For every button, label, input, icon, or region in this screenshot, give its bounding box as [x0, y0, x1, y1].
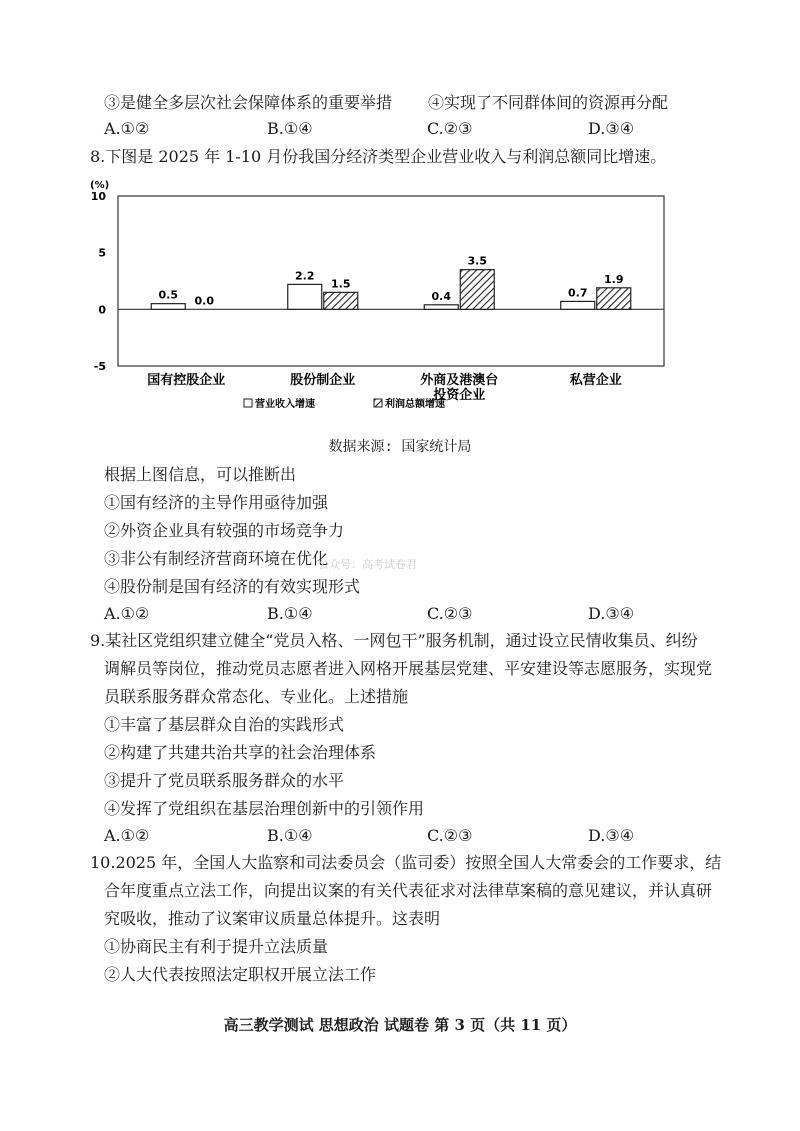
watermark: 公众号：高考试卷君: [318, 558, 417, 571]
revenue-bar: [151, 304, 185, 310]
q8-item-3: ③非公有制经济营商环境在优化: [104, 549, 329, 568]
revenue-bar: [424, 305, 458, 310]
q8-bar-chart: [84, 174, 684, 424]
y-tick-label: -5: [93, 360, 106, 373]
q10-item-2: ②人大代表按照法定职权开展立法工作: [104, 965, 377, 984]
bar-value-label: 1.5: [331, 277, 351, 291]
option-c: C.②③: [427, 119, 473, 138]
q9-stem-line-2: 调解员等岗位，推动党员志愿者进入网格开展基层党建、平安建设等志愿服务，实现党: [104, 659, 713, 678]
option-a: A.①②: [104, 119, 150, 138]
q10-stem-line-3: 究吸收，推动了议案审议质量总体提升。这表明: [104, 909, 441, 928]
option-d: D.③④: [588, 119, 635, 138]
q10-stem-line-2: 合年度重点立法工作，向提出议案的有关代表征求对法律草案稿的意见建议，并认真研: [104, 881, 713, 900]
option-d: D.③④: [588, 826, 635, 845]
q10-stem-line-1: 10.2025 年，全国人大监察和司法委员会（监司委）按照全国人大常委会的工作要求，结: [90, 853, 722, 872]
option-b: B.①④: [267, 604, 313, 623]
y-tick-label: 10: [90, 190, 106, 203]
q8-item-4: ④股份制是国有经济的有效实现形式: [104, 577, 361, 596]
prev-item-4: ④实现了不同群体间的资源再分配: [428, 93, 669, 112]
legend-swatch: [374, 399, 382, 407]
q9-stem-line-1: 9.某社区党组织建立健全“党员入格、一网包干”服务机制，通过设立民情收集员、纠纷: [90, 631, 698, 650]
q10-item-1: ①协商民主有利于提升立法质量: [104, 937, 329, 956]
page-footer: 高三教学测试 思想政治 试题卷 第 3 页（共 11 页）: [223, 1016, 577, 1034]
option-a: A.①②: [104, 826, 150, 845]
q9-item-3: ③提升了党员联系服务群众的水平: [104, 771, 345, 790]
bar-value-label: 0.7: [568, 286, 588, 300]
y-tick-label: 5: [98, 246, 106, 260]
y-unit-label: (%): [90, 180, 110, 191]
q8-stem: 8.下图是 2025 年 1-10 月份我国分经济类型企业营业收入与利润总额同比增速。: [90, 147, 667, 166]
revenue-bar: [288, 284, 322, 309]
q9-item-1: ①丰富了基层群众自治的实践形式: [104, 715, 345, 734]
option-d: D.③④: [588, 604, 635, 623]
q8-item-1: ①国有经济的主导作用亟待加强: [104, 493, 329, 512]
q9-stem-line-3: 员联系服务群众常态化、专业化。上述措施: [104, 687, 409, 706]
bar-value-label: 0.0: [194, 294, 214, 308]
y-tick-label: 0: [98, 303, 106, 317]
option-c: C.②③: [427, 826, 473, 845]
q8-options: [104, 603, 664, 625]
bar-value-label: 3.5: [467, 254, 487, 268]
q8-item-2: ②外资企业具有较强的市场竞争力: [104, 521, 345, 540]
q9-options: [104, 825, 664, 847]
legend-label: 营业收入增速: [255, 399, 315, 410]
chart-source: 数据来源: 国家统计局: [328, 439, 472, 455]
q9-item-4: ④发挥了党组织在基层治理创新中的引领作用: [104, 799, 425, 818]
q9-item-2: ②构建了共建共治共享的社会治理体系: [104, 743, 377, 762]
prev-options: [104, 118, 664, 140]
prev-item-3: ③是健全多层次社会保障体系的重要举措: [104, 93, 393, 112]
profit-bar: [597, 288, 631, 310]
revenue-bar: [561, 301, 595, 309]
category-label: 私营企业: [569, 373, 622, 388]
category-label: 投资企业: [433, 388, 486, 403]
category-label: 外商及港澳台: [420, 373, 499, 388]
option-c: C.②③: [427, 604, 473, 623]
profit-bar: [324, 292, 358, 309]
option-b: B.①④: [267, 119, 313, 138]
legend-label: 利润总额增速: [385, 399, 445, 410]
option-b: B.①④: [267, 826, 313, 845]
legend-swatch: [244, 399, 252, 407]
q8-lead: 根据上图信息，可以推断出: [104, 465, 297, 484]
plot-frame: [118, 196, 664, 366]
bar-value-label: 1.9: [604, 272, 624, 286]
category-label: 股份制企业: [290, 373, 356, 388]
category-label: 国有控股企业: [147, 373, 226, 388]
bar-value-label: 0.5: [158, 288, 178, 302]
option-a: A.①②: [104, 604, 150, 623]
bar-value-label: 2.2: [295, 269, 315, 283]
profit-bar: [460, 270, 494, 310]
bar-value-label: 0.4: [431, 289, 451, 303]
